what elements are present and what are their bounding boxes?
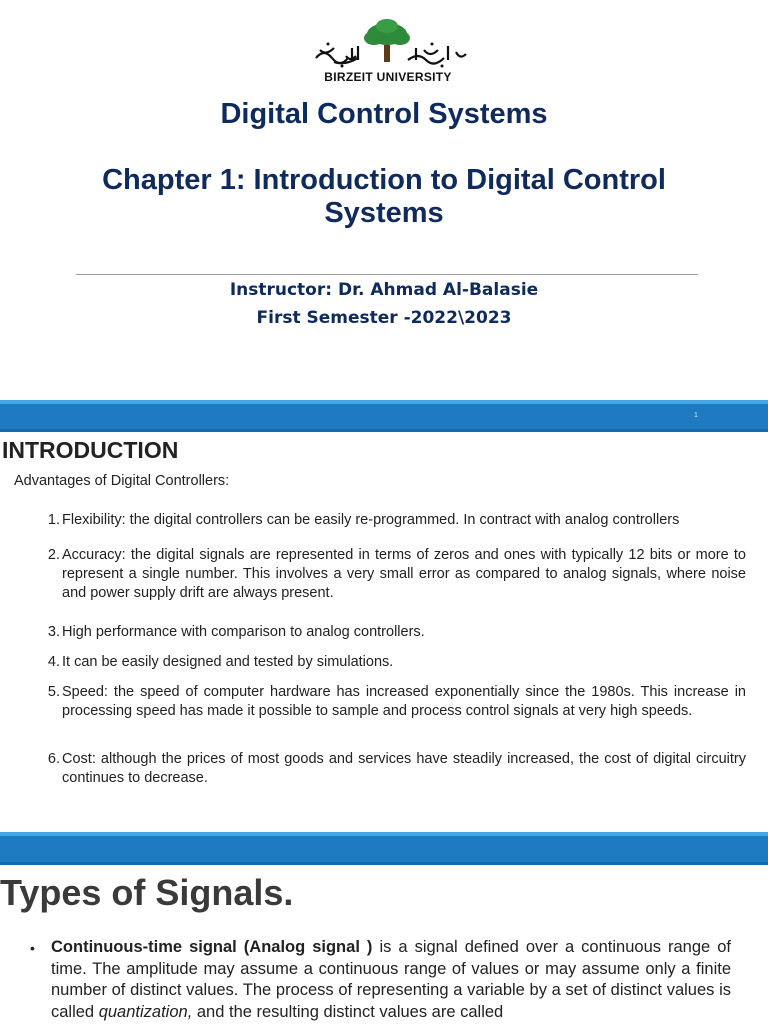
item-text: It can be easily designed and tested by simulations. xyxy=(62,654,394,670)
bullet-italic-term: quantization, xyxy=(98,1002,193,1021)
item-text: High performance with comparison to analog controllers. xyxy=(62,624,425,640)
item-number: 3. xyxy=(47,624,60,640)
bullet-body-part1: is a signal defined over a continuous range of time. The amplitude may assume a continuous range of values or may assume only a finite number of distinct values. The process of representing a variable by a set of distinct values is called xyxy=(51,938,731,1021)
item-number: 1. xyxy=(47,512,60,528)
item-number: 6. xyxy=(47,751,60,767)
advantages-subheading: Advantages of Digital Controllers: xyxy=(14,473,230,489)
item-text: Speed: the speed of computer hardware has increased exponentially since the 1980s. This increase in processing speed has made it possible to sample and process control signals at very high speeds. xyxy=(62,684,746,719)
item-number: 2. xyxy=(47,547,60,563)
title-slide xyxy=(0,0,768,400)
chapter-title: Chapter 1: Introduction to Digital Control Systems xyxy=(102,164,666,229)
item-number: 5. xyxy=(47,684,60,700)
item-number: 4. xyxy=(47,654,60,670)
divider-line xyxy=(76,274,698,275)
slide-divider-band xyxy=(0,832,768,865)
bullet-term: Continuous-time signal (Analog signal ) xyxy=(51,938,373,956)
item-text: Flexibility: the digital controllers can be easily re-programmed. In contract with analog controllers xyxy=(62,512,680,528)
continuous-signal-bullet xyxy=(51,937,731,1023)
bullet-body-part2: and the resulting distinct values are called xyxy=(192,1002,504,1021)
instructor-name: Instructor: Dr. Ahmad Al-Balasie xyxy=(229,280,539,300)
semester-label: First Semester -2022\2023 xyxy=(256,308,512,328)
slide-divider-band xyxy=(0,400,768,432)
bullet-icon: • xyxy=(30,940,35,956)
item-text: Cost: although the prices of most goods and services have steadily increased, the cost of digital circuitry continues to decrease. xyxy=(62,751,746,786)
university-name: BIRZEIT UNIVERSITY xyxy=(324,70,452,84)
types-of-signals-heading: Types of Signals. xyxy=(0,872,294,913)
item-text: Accuracy: the digital signals are represented in terms of zeros and ones with typically 12 bits or more to represent a single number. This involves a very small error as compared to analog signals, where noise and power supply drift are always present. xyxy=(62,547,746,601)
slide-number: 1 xyxy=(694,412,698,419)
course-title: Digital Control Systems xyxy=(220,98,548,130)
introduction-heading: INTRODUCTION xyxy=(2,437,179,463)
